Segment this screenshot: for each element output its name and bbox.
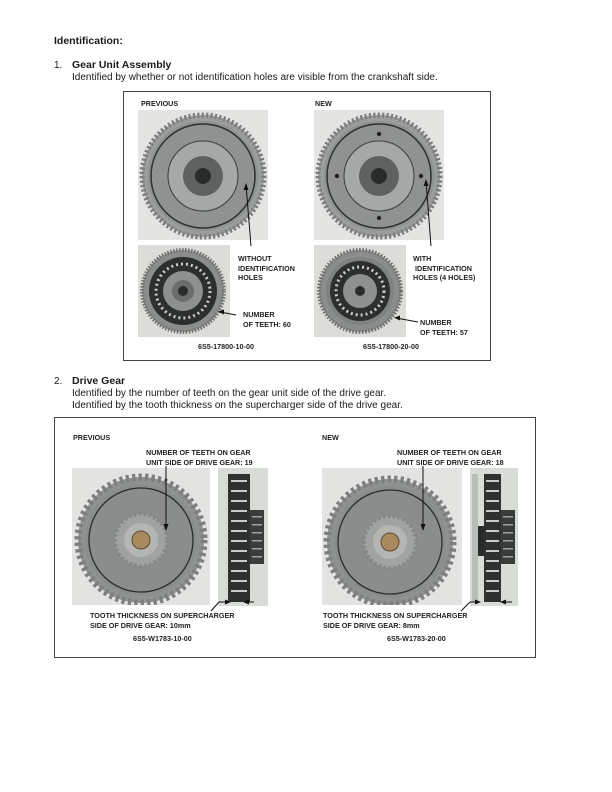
previous-teeth-note-2: NUMBER OF TEETH ON GEAR UNIT SIDE OF DRIVE GEAR: 19	[146, 448, 253, 467]
previous-label: PREVIOUS	[141, 99, 179, 108]
previous-part-number-2: 6S5-W1783-10-00	[133, 634, 192, 643]
section-1-description: Identified by whether or not identification holes are visible from the crankshaft side.	[72, 72, 438, 83]
previous-teeth-note: NUMBER OF TEETH: 60	[243, 310, 291, 329]
new-label-2: NEW	[322, 433, 339, 442]
section-1-title: Gear Unit Assembly	[72, 59, 172, 71]
previous-part-number: 6S5-17800-10-00	[198, 342, 254, 351]
section-2-description-1: Identified by the number of teeth on the gear unit side of the drive gear.	[72, 388, 387, 399]
section-2-number: 2.	[54, 376, 63, 387]
previous-hole-note: WITHOUT IDENTIFICATION HOLES	[238, 254, 295, 282]
page-heading: Identification:	[54, 35, 123, 47]
new-teeth-note-2: NUMBER OF TEETH ON GEAR UNIT SIDE OF DRIVE GEAR: 18	[397, 448, 504, 467]
new-label: NEW	[315, 99, 332, 108]
previous-label-2: PREVIOUS	[73, 433, 111, 442]
section-2-description-2: Identified by the tooth thickness on the supercharger side of the drive gear.	[72, 400, 403, 411]
new-teeth-note: NUMBER OF TEETH: 57	[420, 318, 468, 337]
section-2-title: Drive Gear	[72, 375, 126, 387]
new-hole-note: WITH IDENTIFICATION HOLES (4 HOLES)	[413, 254, 476, 282]
new-thickness-note: TOOTH THICKNESS ON SUPERCHARGER SIDE OF DRIVE GEAR: 8mm	[323, 611, 468, 630]
new-part-number-2: 6S5-W1783-20-00	[387, 634, 446, 643]
previous-thickness-note: TOOTH THICKNESS ON SUPERCHARGER SIDE OF DRIVE GEAR: 10mm	[90, 611, 235, 630]
new-part-number: 6S5-17800-20-00	[363, 342, 419, 351]
section-1-number: 1.	[54, 60, 63, 71]
